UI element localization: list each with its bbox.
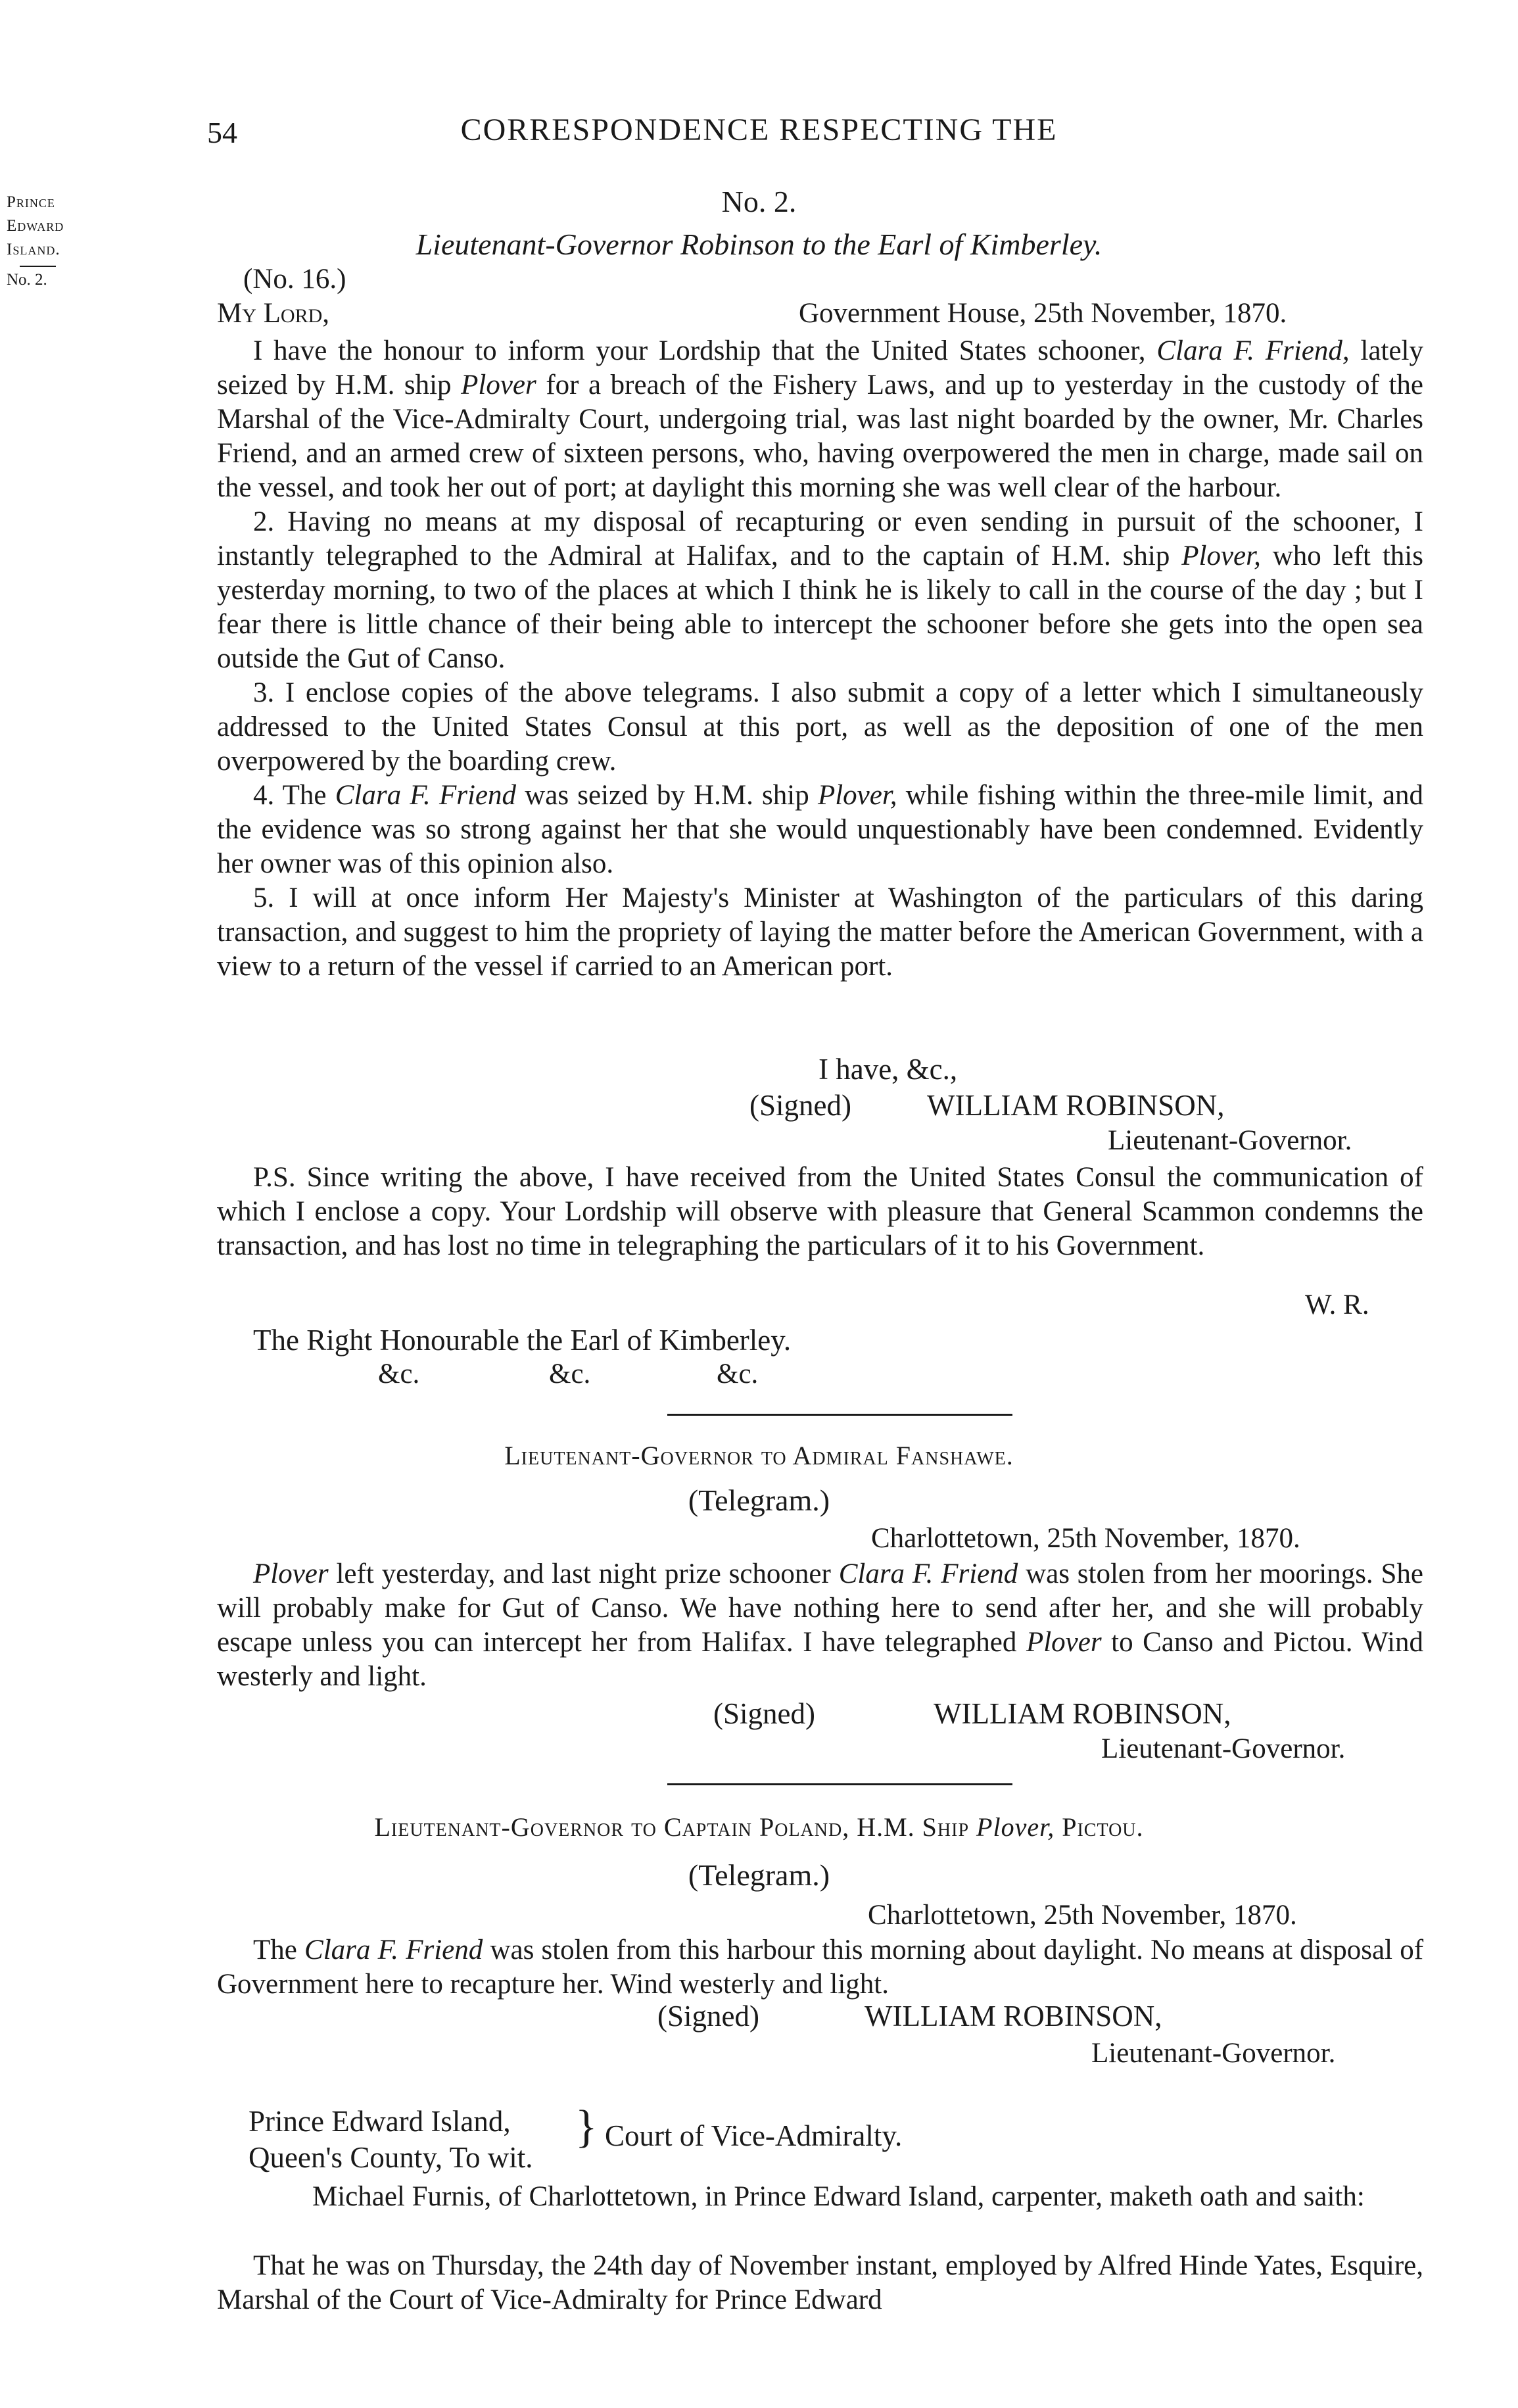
paragraph-4: 4. The Clara F. Friend was seized by H.M. ship Plover, while fishing within the three-mile limit, and the evidence was so strong against her that she would unquestionably have been condemned. Evidently her owner was of this opinion also. xyxy=(217,780,1424,879)
venue-line-2: Queen's County, To wit. xyxy=(249,2141,533,2174)
document-subtitle: Lieutenant-Governor Robinson to the Earl of Kimberley. xyxy=(415,228,1103,261)
signer-name: WILLIAM ROBINSON, xyxy=(927,1089,1225,1122)
ps-initials: W. R. xyxy=(1305,1289,1369,1320)
telegram2-body: The Clara F. Friend was stolen from this harbour this morning about daylight. No means at disposal of Government here to recapture her. Wind westerly and light. xyxy=(217,1935,1424,2000)
deposition-oath: Michael Furnis, of Charlottetown, in Prince Edward Island, carpenter, maketh oath and saith: xyxy=(312,2181,1365,2212)
brace: } xyxy=(575,2102,598,2152)
section-divider xyxy=(667,1414,1012,1416)
page-number: 54 xyxy=(207,116,237,149)
telegram1-signer-title: Lieutenant-Governor. xyxy=(1101,1733,1346,1764)
salutation: My Lord, xyxy=(217,298,330,329)
etc: &c. xyxy=(717,1359,759,1389)
telegram1-heading: Lieutenant-Governor to Admiral Fanshawe. xyxy=(504,1441,1014,1470)
margin-note-line: Island. xyxy=(7,241,60,258)
etc: &c. xyxy=(378,1359,420,1389)
letter-body xyxy=(217,334,1423,984)
telegram1-body: Plover left yesterday, and last night prize schooner Clara F. Friend was stolen from her moorings. She will probably make for Gut of Canso. We have nothing here to send after her, and she will probably escape unless you can intercept her from Halifax. I have telegraphed Plover to Canso and Pictou. Wind westerly and light. xyxy=(217,1558,1424,1692)
document-number: No. 2. xyxy=(721,185,797,218)
closing: I have, &c., xyxy=(818,1053,958,1086)
telegram1-place-date: Charlottetown, 25th November, 1870. xyxy=(871,1523,1300,1554)
margin-divider xyxy=(20,266,56,267)
margin-note-line: Edward xyxy=(7,217,64,235)
telegram1-signer: WILLIAM ROBINSON, xyxy=(934,1697,1231,1730)
telegram2-signer: WILLIAM ROBINSON, xyxy=(865,2000,1162,2033)
telegram1-label: (Telegram.) xyxy=(688,1483,830,1517)
telegram2-signer-title: Lieutenant-Governor. xyxy=(1091,2038,1336,2069)
court-name: Court of Vice-Admiralty. xyxy=(605,2119,903,2152)
paragraph-5: 5. I will at once inform Her Majesty's Minister at Washington of the particulars of this daring transaction, and suggest to him the propriety of laying the matter before the American Government, with a view to a return of the vessel if carried to an American port. xyxy=(217,882,1423,982)
telegram2-label: (Telegram.) xyxy=(688,1858,830,1892)
paragraph-1: I have the honour to inform your Lordship that the United States schooner, Clara F. Friend, lately seized by H.M. ship Plover for a breach of the Fishery Laws, and up to yesterday in the custody of the Marshal of the Vice-Admiralty Court, undergoing trial, was last night boarded by the owner, Mr. Charles Friend, and an armed crew of sixteen persons, who, having overpowered the men in charge, made sail on the vessel, and took her out of port; at daylight this morning she was well clear of the harbour. xyxy=(217,335,1424,503)
venue-line-1: Prince Edward Island, xyxy=(249,2105,511,2138)
telegram1-signed-label: (Signed) xyxy=(713,1697,815,1730)
document-ref: (No. 16.) xyxy=(243,264,346,295)
telegram2-heading: Lieutenant-Governor to Captain Poland, H.M. Ship Plover, Pictou. xyxy=(374,1812,1144,1842)
paragraph-3: 3. I enclose copies of the above telegrams. I also submit a copy of a letter which I simultaneously addressed to the United States Consul at this port, as well as the deposition of one of the men overpowered by the boarding crew. xyxy=(217,677,1423,777)
postscript: P.S. Since writing the above, I have received from the United States Consul the communication of which I enclose a copy. Your Lordship will observe with pleasure that General Scammon condemns the transaction, and has lost no time in telegraphing the particulars of it to his Government. xyxy=(217,1162,1423,1261)
margin-doc-ref: No. 2. xyxy=(7,271,47,289)
section-divider xyxy=(667,1783,1012,1785)
signed-label: (Signed) xyxy=(749,1089,851,1122)
telegram2-place-date: Charlottetown, 25th November, 1870. xyxy=(868,1900,1297,1931)
addressee: The Right Honourable the Earl of Kimberley. xyxy=(253,1324,792,1357)
margin-note-line: Prince xyxy=(7,193,55,211)
signer-title: Lieutenant-Governor. xyxy=(1108,1125,1352,1156)
paragraph-2: 2. Having no means at my disposal of recapturing or even sending in pursuit of the schooner, I instantly telegraphed to the Admiral at Halifax, and to the captain of H.M. ship Plover, who left this yesterday morning, to two of the places at which I think he is likely to call in the course of the day ; but I fear there is little chance of their being able to intercept the schooner before she gets into the open sea outside the Gut of Canso. xyxy=(217,506,1423,674)
etc: &c. xyxy=(549,1359,591,1389)
running-title: CORRESPONDENCE RESPECTING THE xyxy=(460,112,1058,147)
place-date: Government House, 25th November, 1870. xyxy=(799,298,1287,329)
deposition-text: That he was on Thursday, the 24th day of November instant, employed by Alfred Hinde Yates, Esquire, Marshal of the Court of Vice-Admiralty for Prince Edward xyxy=(217,2250,1423,2315)
telegram2-signed-label: (Signed) xyxy=(657,2000,759,2033)
